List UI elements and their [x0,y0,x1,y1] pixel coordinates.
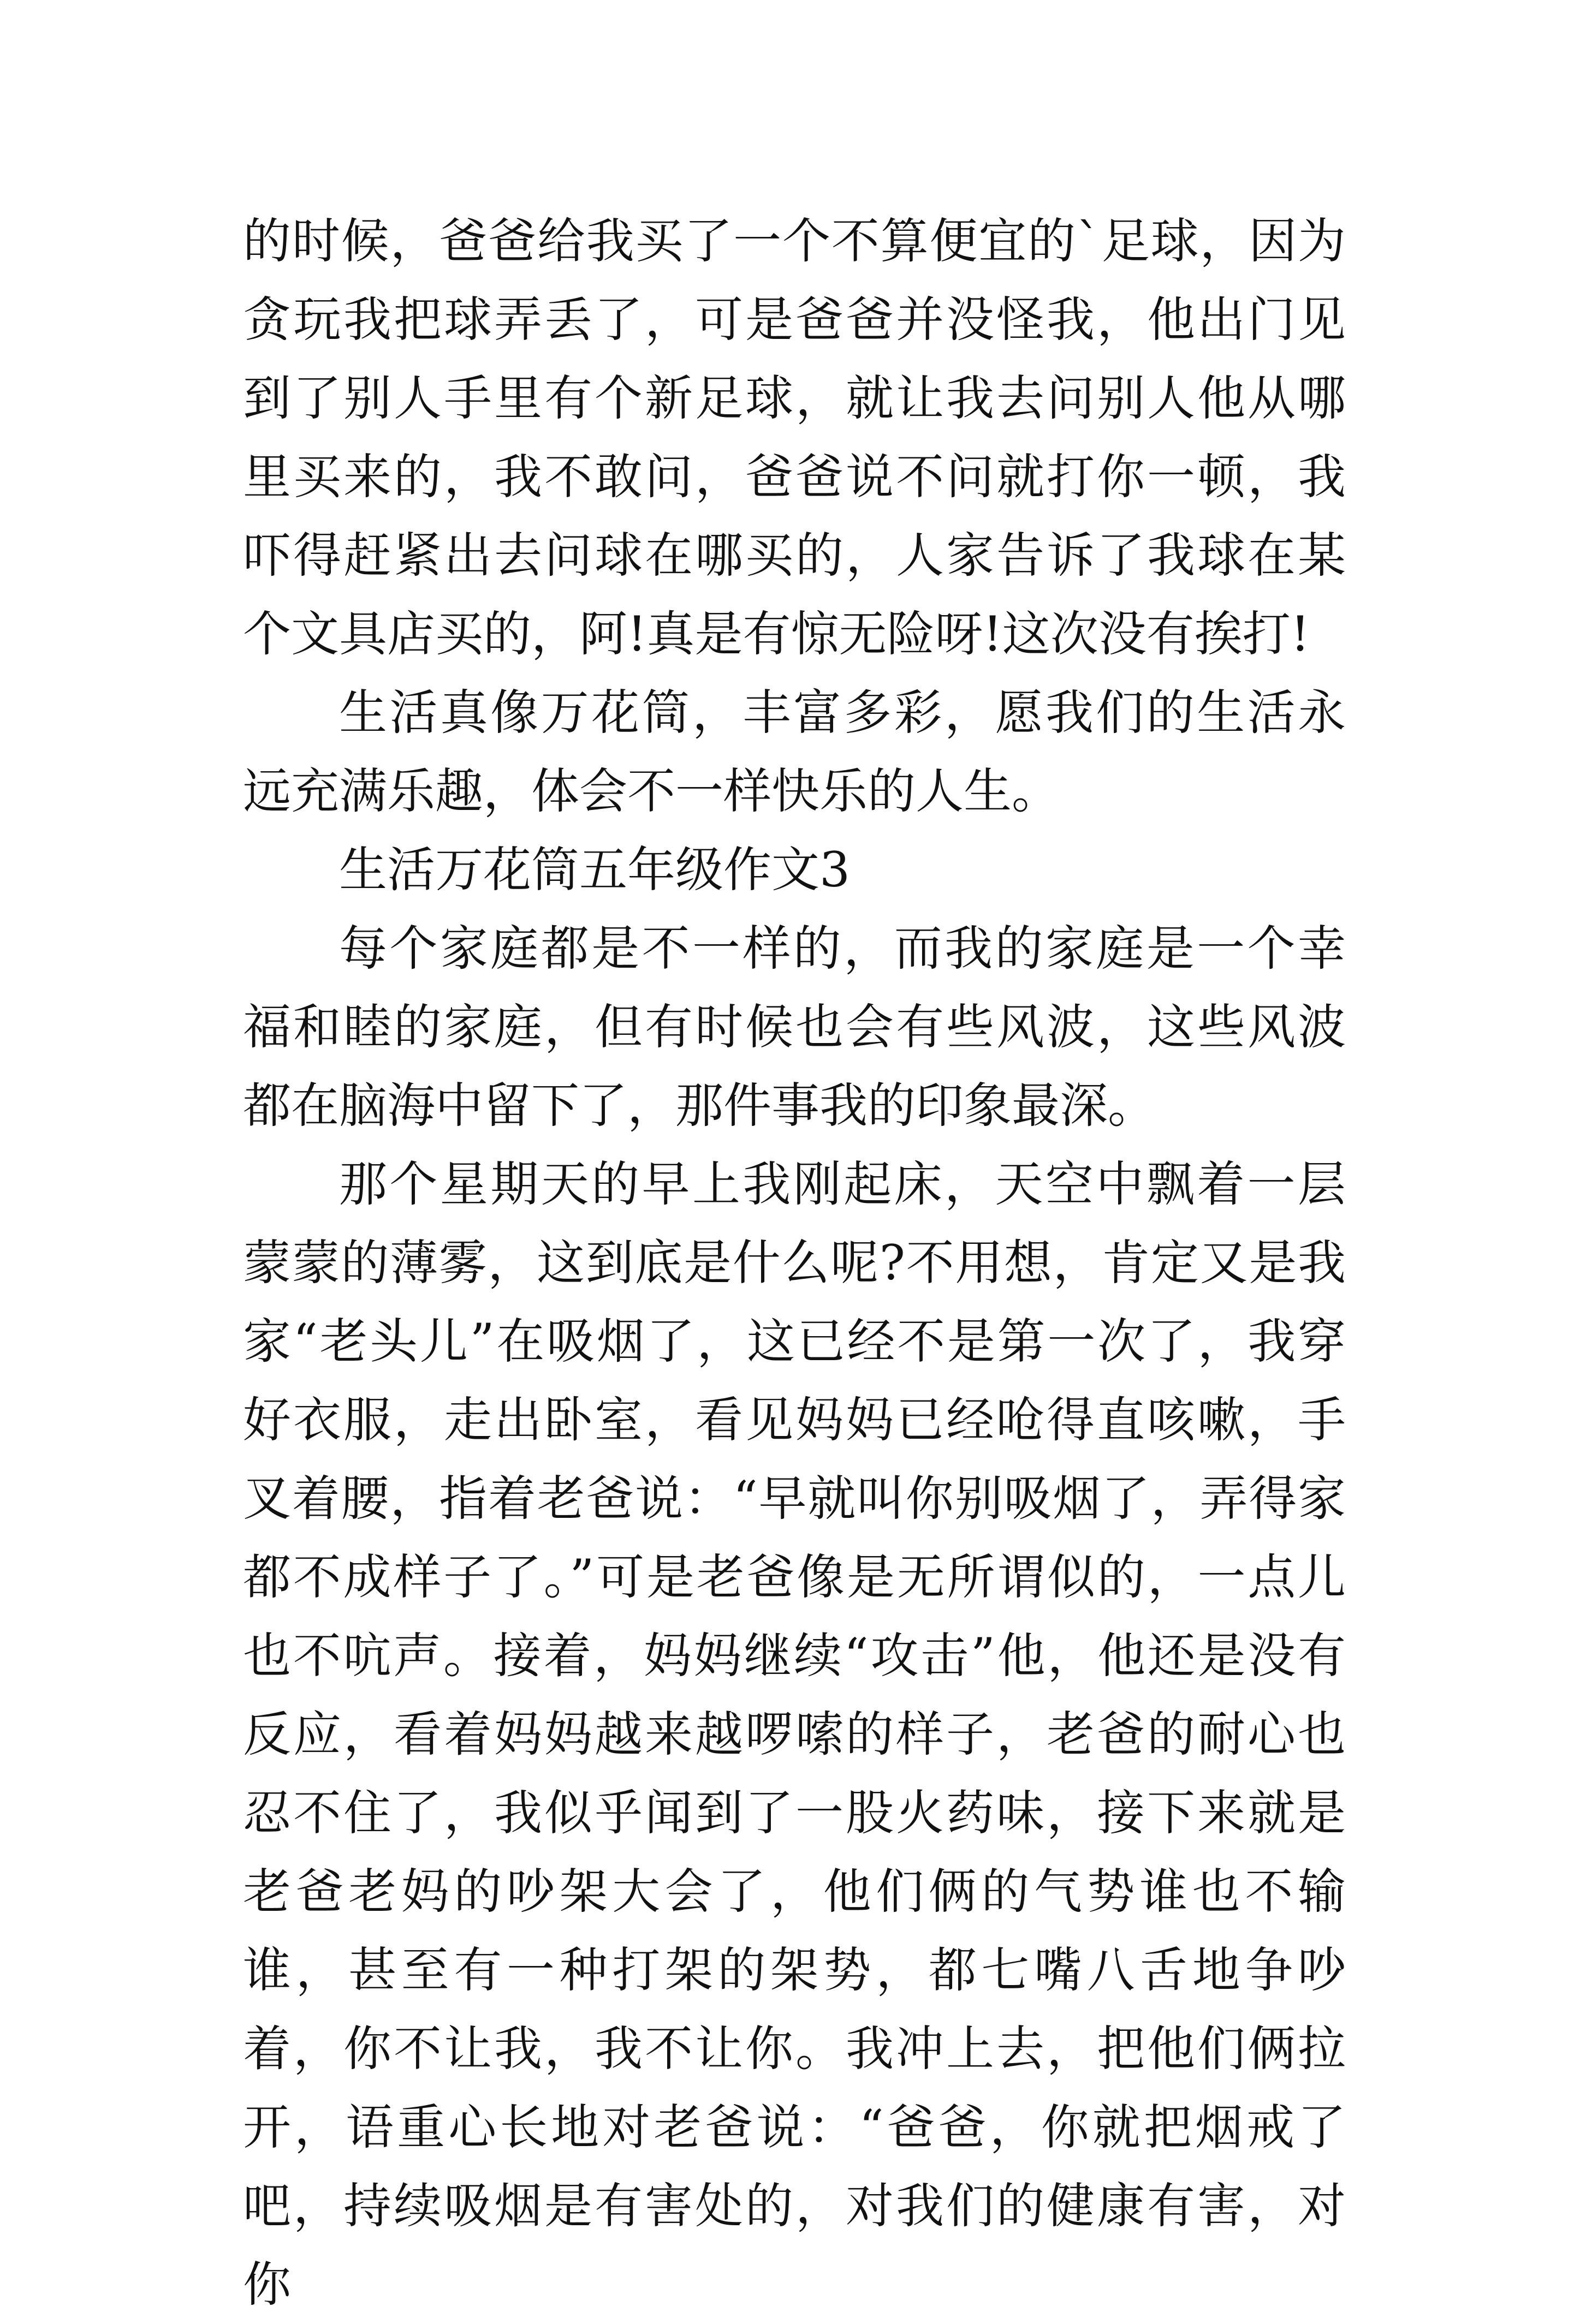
essay-heading: 生活万花筒五年级作文3 [339,842,850,898]
essay-body [243,202,1346,2324]
paragraph-story: 那个星期天的早上我刚起床，天空中飘着一层蒙蒙的薄雾，这到底是什么呢?不用想，肯定又是我家“老头儿”在吸烟了，这已经不是第一次了，我穿好衣服，走出卧室，看见妈妈已经呛得直咳嗽，手叉着腰，指着老爸说：“早就叫你别吸烟了，弄得家都不成样子了。”可是老爸像是无所谓似的，一点儿也不吭声。接着，妈妈继续“攻击”他，他还是没有反应，看着妈妈越来越啰嗦的样子，老爸的耐心也忍不住了，我似乎闻到了一股火药味，接下来就是老爸老妈的吵架大会了，他们俩的气势谁也不输谁，甚至有一种打架的架势，都七嘴八舌地争吵着，你不让我，我不让你。我冲上去，把他们俩拉开，语重心长地对老爸说：“爸爸，你就把烟戒了吧，持续吸烟是有害处的，对我们的健康有害，对你 [243,1156,1346,2313]
paragraph-conclusion: 生活真像万花筒，丰富多彩，愿我们的生活永远充满乐趣，体会不一样快乐的人生。 [243,684,1346,819]
paragraph-intro: 每个家庭都是不一样的，而我的家庭是一个幸福和睦的家庭，但有时候也会有些风波，这些风波都在脑海中留下了，那件事我的印象最深。 [243,920,1346,1134]
paragraph-continued: 的时候，爸爸给我买了一个不算便宜的`足球，因为贪玩我把球弄丢了，可是爸爸并没怪我，他出门见到了别人手里有个新足球，就让我去问别人他从哪里买来的，我不敢问，爸爸说不问就打你一顿，我吓得赶紧出去问球在哪买的，人家告诉了我球在某个文具店买的，阿!真是有惊无险呀!这次没有挨打! [243,213,1346,662]
